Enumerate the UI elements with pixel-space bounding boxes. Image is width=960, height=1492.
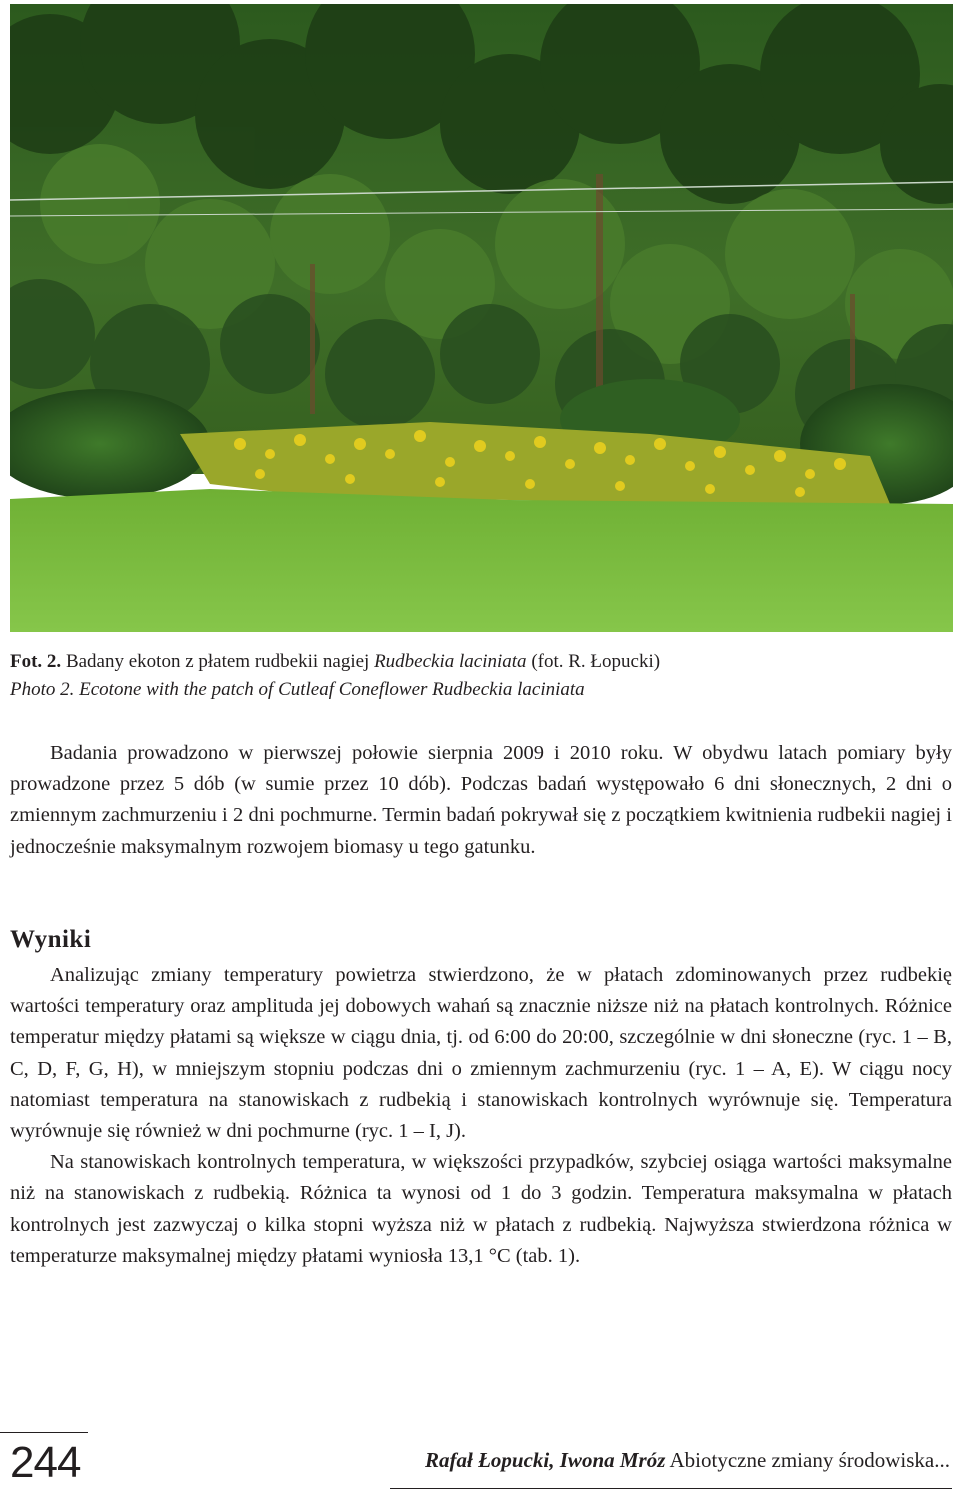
running-head bbox=[425, 1448, 950, 1473]
caption-species: Rudbeckia laciniata bbox=[374, 651, 527, 672]
results-paragraph-2: Na stanowiskach kontrolnych temperatura, w większości przypadków, szybciej osiąga wartości maksymalne niż na stanowiskach z rudbekią. Różnica ta wynosi od 1 do 3 godzin. Temperatura maksymalna w płatach kontrolnych jest zazwyczaj o kilka stopni wyższa niż w płatach z rudbekią. Najwyższa stwierdzona różnica w temperaturze maksymalnej między płatami wyniosła 13,1 °C (tab. 1). bbox=[10, 1151, 952, 1267]
results-paragraph-1: Analizując zmiany temperatury powietrza stwierdzono, że w płatach zdominowanych przez rudbekię wartości temperatury oraz amplituda jej dobowych wahań są znacznie niższe niż na płatach kontrolnych. Różnice temperatur między płatami są większe w ciągu dnia, tj. od 6:00 do 20:00, szczególnie w dni słoneczne (ryc. 1 – B, C, D, F, G, H), w mniejszym stopniu podczas dni o zmiennym zachmurzeniu (ryc. 1 – A, E). W ciągu nocy natomiast temperatura na stanowiskach z rudbekią i stanowiskach kontrolnych wyrównuje się. Temperatura wyrównuje się również w dni pochmurne (ryc. 1 – I, J). bbox=[10, 964, 952, 1143]
caption-credit: (fot. R. Łopucki) bbox=[526, 651, 661, 672]
photo-caption bbox=[10, 648, 950, 704]
methods-section bbox=[10, 738, 952, 863]
caption-label: Fot. 2. bbox=[10, 651, 62, 672]
caption-english: Photo 2. Ecotone with the patch of Cutleaf Coneflower Rudbeckia laciniata bbox=[10, 679, 585, 700]
caption-polish bbox=[10, 648, 950, 676]
page-number: 244 bbox=[10, 1438, 81, 1487]
running-head-title: Abiotyczne zmiany środowiska... bbox=[665, 1448, 950, 1472]
footer-rule-left bbox=[0, 1432, 88, 1433]
methods-paragraph: Badania prowadzono w pierwszej połowie sierpnia 2009 i 2010 roku. W obydwu latach pomiary były prowadzone przez 5 dób (w sumie przez 10 dób). Podczas badań występowało 6 dni słonecznych, 2 dni o zmiennym zachmurzeniu i 2 dni pochmurne. Termin badań pokrywał się z początkiem kwitnienia rudbekii nagiej i jednocześnie maksymalnym rozwojem biomasy u tego gatunku. bbox=[10, 742, 952, 858]
caption-text: Badany ekoton z płatem rudbekii nagiej bbox=[61, 651, 375, 672]
running-head-authors: Rafał Łopucki, Iwona Mróz bbox=[425, 1448, 666, 1472]
results-heading: Wyniki bbox=[10, 926, 92, 953]
footer-rule-right bbox=[390, 1488, 952, 1489]
results-section bbox=[10, 960, 952, 1272]
photo-illustration bbox=[10, 4, 953, 632]
ecotone-photo bbox=[10, 4, 953, 632]
